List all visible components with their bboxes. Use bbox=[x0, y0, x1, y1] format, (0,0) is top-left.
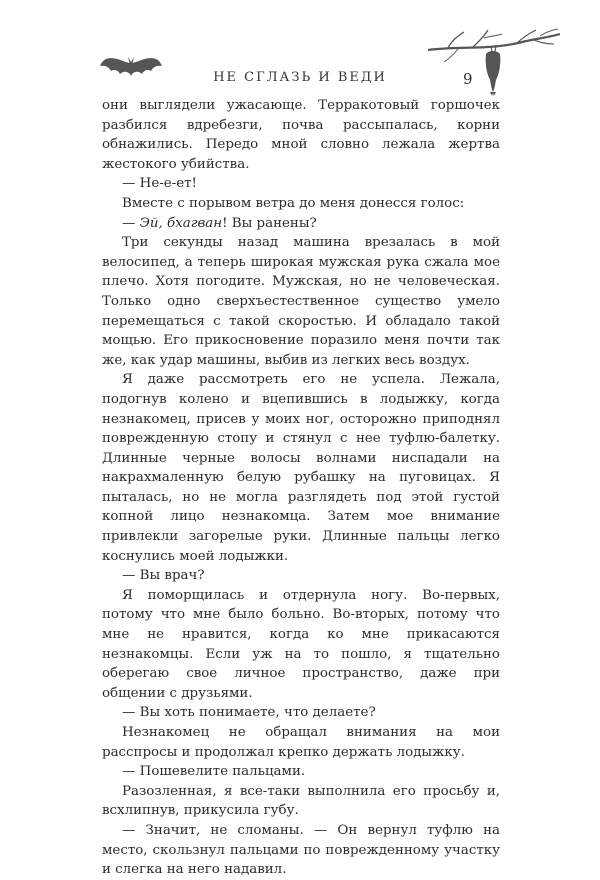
dash: — bbox=[122, 215, 140, 231]
paragraph: Разозленная, я все-таки выполнила его просьбу и, всхлипнув, прикусила губу. bbox=[102, 783, 500, 819]
paragraph: — Значит, не сломаны. — Он вернул туфлю на место, скользнул пальцами по поврежденному участку и слегка на него надавил. bbox=[102, 822, 500, 878]
page-number: 9 bbox=[463, 70, 473, 88]
paragraph-voice bbox=[102, 214, 500, 234]
page-header bbox=[0, 0, 600, 100]
paragraph: Незнакомец не обращал внимания на мои расспросы и продолжал крепко держать лодыжку. bbox=[102, 725, 500, 760]
paragraph: Я даже рассмотреть его не успела. Лежала, подогнув колено и вцепившись в лодыжку, когда незнакомец, присев у моих ног, осторожно приподнял поврежденную стопу и стянул с нее туфлю-балетку. Длинные черные волосы волнами ниспадали на накрахмаленную белую рубашку на пуговицах. Я пыталась, но не могла разглядеть под этой густой копной лицо незнакомца. Затем мое внимание привлекли загорелые руки. Длинные пальцы легко коснулись моей лодыжки. bbox=[102, 372, 500, 564]
italic-exclamation: Эй, бхагван bbox=[139, 215, 223, 231]
paragraph: Три секунды назад машина врезалась в мой велосипед, а теперь широкая мужская рука сжала мое плечо. Хотя погодите. Мужская, но не человеческая. Только одно сверхъестественное существо умело перемещаться с такой скоростью. И обладало такой мощью. Его прикосновение поразило меня почти так же, как удар машины, выбив из легких весь воздух. bbox=[102, 235, 500, 368]
paragraph: — Вы хоть понимаете, что делаете? bbox=[122, 705, 376, 721]
paragraph: они выглядели ужасающе. Терракотовый горшочек разбился вдребезги, почва рассыпалась, корни обнажились. Передо мной словно лежала жертва жестокого убийства. bbox=[102, 98, 500, 172]
paragraph: Вместе с порывом ветра до меня донесся голос: bbox=[122, 195, 465, 211]
running-title: НЕ СГЛАЗЬ И ВЕДИ bbox=[213, 70, 387, 85]
question: ! Вы ранены? bbox=[222, 215, 317, 231]
chapter-text bbox=[102, 96, 500, 880]
paragraph: — Пошевелите пальцами. bbox=[122, 764, 306, 780]
paragraph: Я поморщилась и отдернула ногу. Во-первых, потому что мне было больно. Во-вторых, потому что мне не нравится, когда ко мне прикасаются незнакомцы. Если уж на то пошло, я тщательно оберегаю свое личное пространство, даже при общении с друзьями. bbox=[102, 587, 500, 701]
paragraph: — Вы врач? bbox=[122, 568, 205, 584]
paragraph: — Не-е-ет! bbox=[122, 176, 197, 192]
hanging-bat-on-branch-icon bbox=[428, 28, 560, 100]
